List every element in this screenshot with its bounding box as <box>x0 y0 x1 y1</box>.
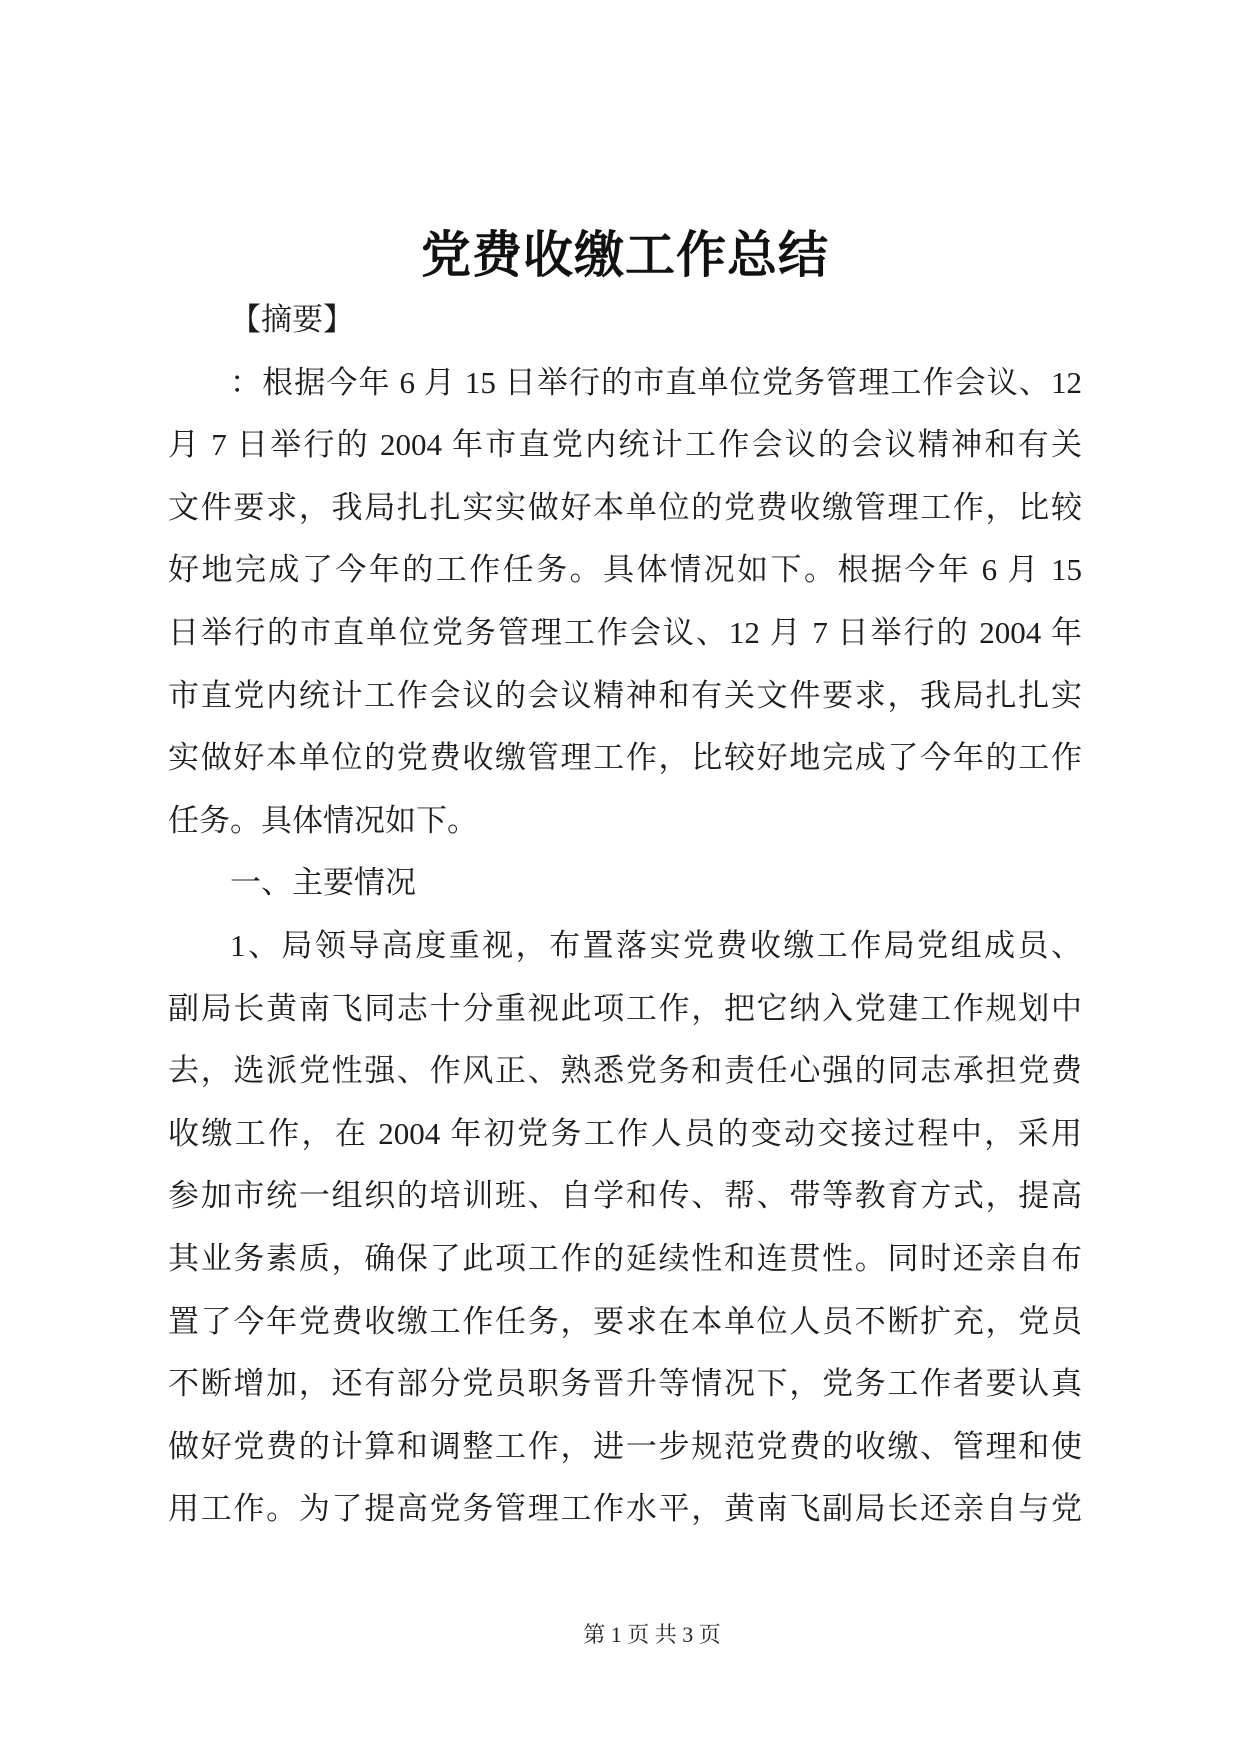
body-line: 去，选派党性强、作风正、熟悉党务和责任心强的同志承担党费 <box>168 1053 1082 1089</box>
abstract-line: 好地完成了今年的工作任务。具体情况如下。根据今年 6 月 15 <box>168 552 1082 588</box>
body-line: 用工作。为了提高党务管理工作水平，黄南飞副局长还亲自与党 <box>168 1491 1082 1527</box>
body-line: 其业务素质，确保了此项工作的延续性和连贯性。同时还亲自布 <box>168 1240 1082 1276</box>
page-title: 党费收缴工作总结 <box>421 227 829 283</box>
section-heading: 一、主要情况 <box>230 865 416 901</box>
abstract-line: 月 7 日举行的 2004 年市直党内统计工作会议的会议精神和有关 <box>168 427 1082 463</box>
abstract-line: 文件要求，我局扎扎实实做好本单位的党费收缴管理工作，比较 <box>168 489 1082 525</box>
body-line: 副局长黄南飞同志十分重视此项工作，把它纳入党建工作规划中 <box>168 990 1082 1026</box>
body-line: 置了今年党费收缴工作任务，要求在本单位人员不断扩充，党员 <box>168 1303 1082 1339</box>
body-line: 收缴工作，在 2004 年初党务工作人员的变动交接过程中，采用 <box>168 1115 1082 1151</box>
document-body <box>168 289 1082 1541</box>
body-line: 做好党费的计算和调整工作，进一步规范党费的收缴、管理和使 <box>168 1428 1082 1464</box>
abstract-line: ：根据今年 6 月 15 日举行的市直单位党务管理工作会议、12 <box>230 364 1082 400</box>
abstract-line: 任务。具体情况如下。 <box>168 802 478 838</box>
abstract-line: 实做好本单位的党费收缴管理工作，比较好地完成了今年的工作 <box>168 740 1082 776</box>
body-line: 1、局领导高度重视，布置落实党费收缴工作局党组成员、 <box>230 927 1082 963</box>
body-line: 参加市统一组织的培训班、自学和传、帮、带等教育方式，提高 <box>168 1178 1082 1214</box>
abstract-line: 日举行的市直单位党务管理工作会议、12 月 7 日举行的 2004 年 <box>168 614 1082 650</box>
abstract-line: 市直党内统计工作会议的会议精神和有关文件要求，我局扎扎实 <box>168 677 1082 713</box>
abstract-label: 【摘要】 <box>230 302 354 337</box>
body-line: 不断增加，还有部分党员职务晋升等情况下，党务工作者要认真 <box>168 1366 1082 1402</box>
page-footer: 第 1 页 共 3 页 <box>583 1622 721 1647</box>
